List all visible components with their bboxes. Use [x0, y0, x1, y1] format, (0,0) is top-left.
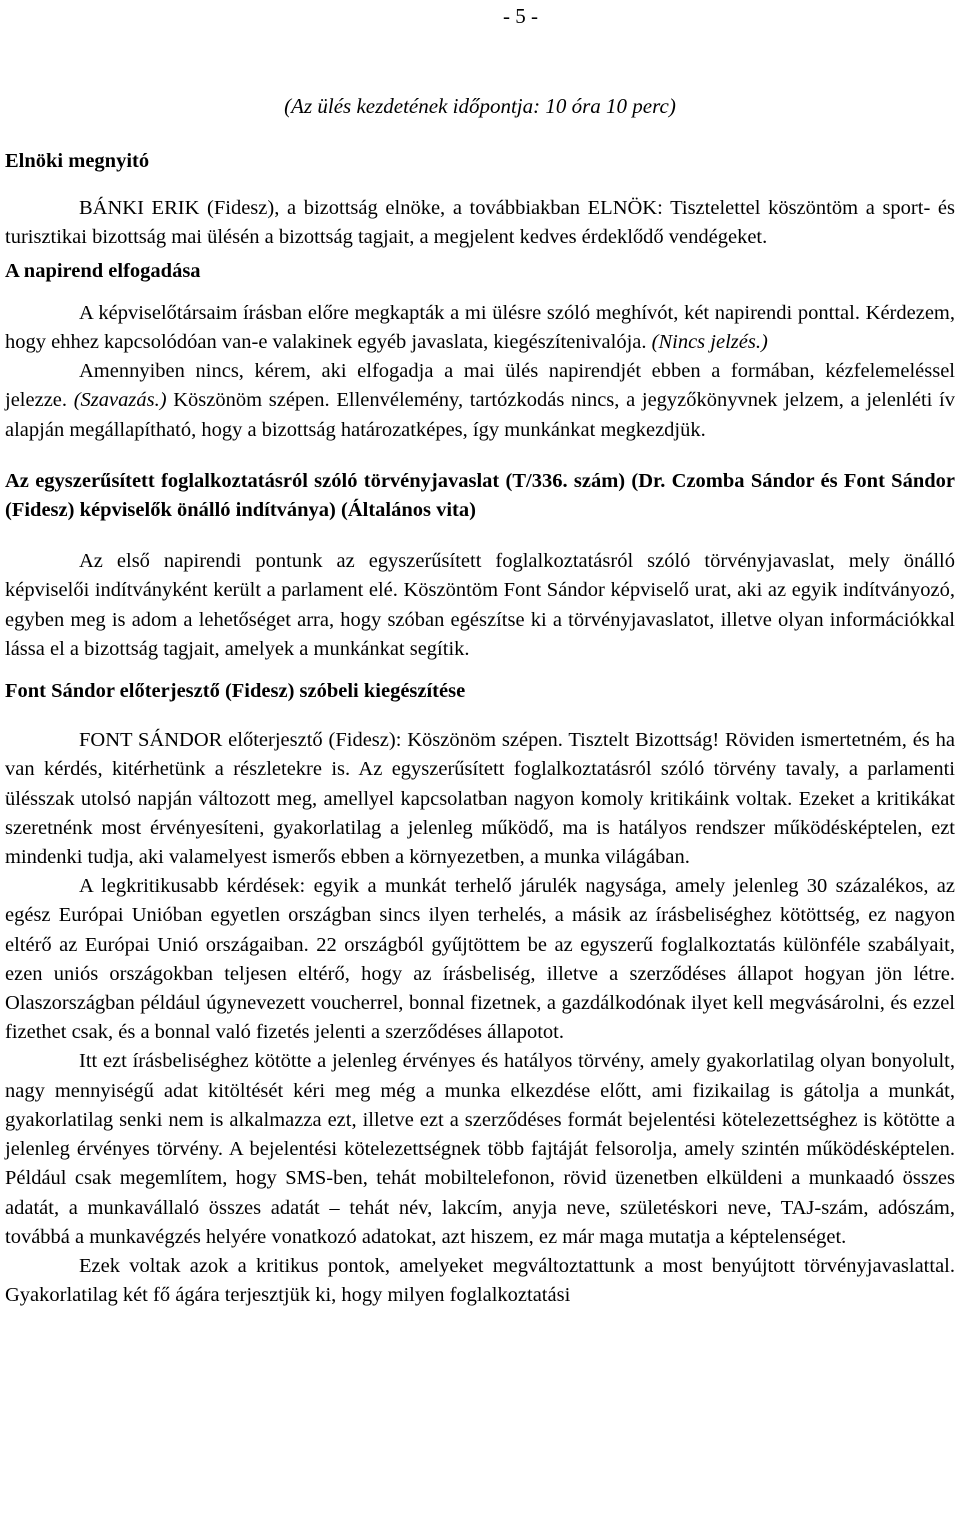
- agenda-para1-text: A képviselőtársaim írásban előre megkapták a mi ülésre szóló meghívót, két napirendi ponttal. Kérdezem, hogy ehhez kapcsolódóan van-e valakinek egyéb javaslata, kiegészítenivalója.: [5, 301, 955, 354]
- agenda-paragraph-2: [5, 357, 955, 445]
- opening-heading: Elnöki megnyitó: [5, 150, 150, 172]
- agenda-heading: [5, 257, 955, 286]
- agenda-para2-rest: Köszönöm szépen. Ellenvélemény, tartózkodás nincs, a jegyzőkönyvnek jelzem, a jelenléti ív alapján megállapítható, hogy a bizottság határozatképes, így munkánkat megkezdjük.: [5, 389, 956, 441]
- agenda-paragraph-1: [5, 299, 955, 357]
- agenda-para2-text: Amennyiben nincs, kérem, aki elfogadja a mai ülés napirendjét ebben a formában, kézfelemeléssel jelezze.: [5, 360, 955, 412]
- font-paragraph-4: Ezek voltak azok a kritikus pontok, amelyeket megváltoztattunk a most benyújtott törvényjavaslattal. Gyakorlatilag két fő ágára terjesztjük ki, hogy milyen foglalkoztatási: [5, 1254, 955, 1307]
- agenda-para1-note: (Nincs jelzés.): [651, 331, 768, 354]
- session-start-note: (Az ülés kezdetének időpontja: 10 óra 10 perc): [284, 94, 676, 118]
- agenda-para2-note: (Szavazás.): [73, 389, 167, 412]
- font-paragraph-3: Itt ezt írásbeliséghez kötötte a jelenleg érvényes és hatályos törvény, amely gyakorlatilag olyan bonyolult, nagy mennyiségű adat kitöltését kéri meg még a munka elkezdése előtt, ami fizikailag is gátolja a munkát, gyakorlatilag senki nem is alkalmazza ezt, illetve ezt a szerződéses formát bejelentési kötelezettséghez is kötötte a jelenleg érvényes törvény. A bejelentési kötelezettségnek több fajtáját felsorolja, amely szintén működésképtelen. Például csak megemlítem, hogy SMS-ben, tehát mobiltelefonon, rövid üzenetben elküldeni a munkaadó összes adatát, a munkavállaló összes adatát – tehát név, lakcím, anyja neve, születéskori neve, TAJ-szám, adószám, továbbá a munkavégzés helyére vonatkozó adatokat, azt hiszem, ez már maga mutatja a képtelenséget.: [5, 1050, 955, 1248]
- font-heading-text: Font Sándor előterjesztő (Fidesz) szóbeli kiegészítése: [5, 680, 466, 703]
- font-paragraph-2: A legkritikusabb kérdések: egyik a munkát terhelő járulék nagysága, amely jelenleg 30 százalékos, az egész Európai Unióban egyetlen országban sincs ilyen terhelés, a másik az írásbeliséghez kötöttség, ez nagyon eltérő az Európai Unió országaiban. 22 országból gyűjtöttem be az egyszerű foglalkoztatás különféle szabályait, ezen uniós országokban teljesen eltérő, hogy az írásbeliség, illetve a szerződéses állapot hogyan jön létre. Olaszországban például úgynevezett voucherrel, bonnal fizetnek, a gazdálkodónak ilyet kell megvásárolni, és ezzel fizethet csak, és a bonnal való fizetés jelenti a szerződéses állapotot.: [5, 875, 955, 1044]
- bill-paragraph: Az első napirendi pontunk az egyszerűsített foglalkoztatásról szóló törvényjavaslat, mely önálló képviselői indítványként került a parlament elé. Köszöntöm Font Sándor képviselő urat, aki az egyik indítványozó, egyben meg is adom a lehetőséget arra, hogy szóban egészítse ki a törvényjavaslatot, illetve olyan információkkal lássa el a bizottság tagjait, amelyek a munkánkat segítik.: [5, 550, 955, 660]
- bill-heading: Az egyszerűsített foglalkoztatásról szóló törvényjavaslat (T/336. szám) (Dr. Czomba Sándor és Font Sándor (Fidesz) képviselők önálló indítványa) (Általános vita): [5, 469, 955, 522]
- document-body: [5, 147, 955, 1310]
- opening-paragraph: BÁNKI ERIK (Fidesz), a bizottság elnöke, a továbbiakban ELNÖK: Tisztelettel köszöntöm a sport- és turisztikai bizottság mai ülésén a bizottság tagjait, a megjelent kedves érdeklődő vendégeket.: [5, 197, 955, 249]
- agenda-heading-text: A napirend elfogadása: [5, 259, 201, 282]
- font-heading: [5, 677, 955, 708]
- page-number: - 5 -: [503, 4, 538, 28]
- font-paragraph-1: FONT SÁNDOR előterjesztő (Fidesz): Köszönöm szépen. Tisztelt Bizottság! Röviden ismertetném, és ha van kérdés, kitérhetünk a részletekre is. Az egyszerűsített foglalkoztatásról szóló törvény tavaly, a parlamenti ülésszak utolsó napján változott meg, amellyel kapcsolatban nagyon komoly kritikáink voltak. Ezeket a kritikákat szeretnénk most érvényesíteni, gyakorlatilag a jelenleg működő, ma is hatályos rendszer működésképtelen, ezt mindenki tudja, aki valamelyest ismerős ebben a környezetben, a munka világában.: [5, 729, 955, 869]
